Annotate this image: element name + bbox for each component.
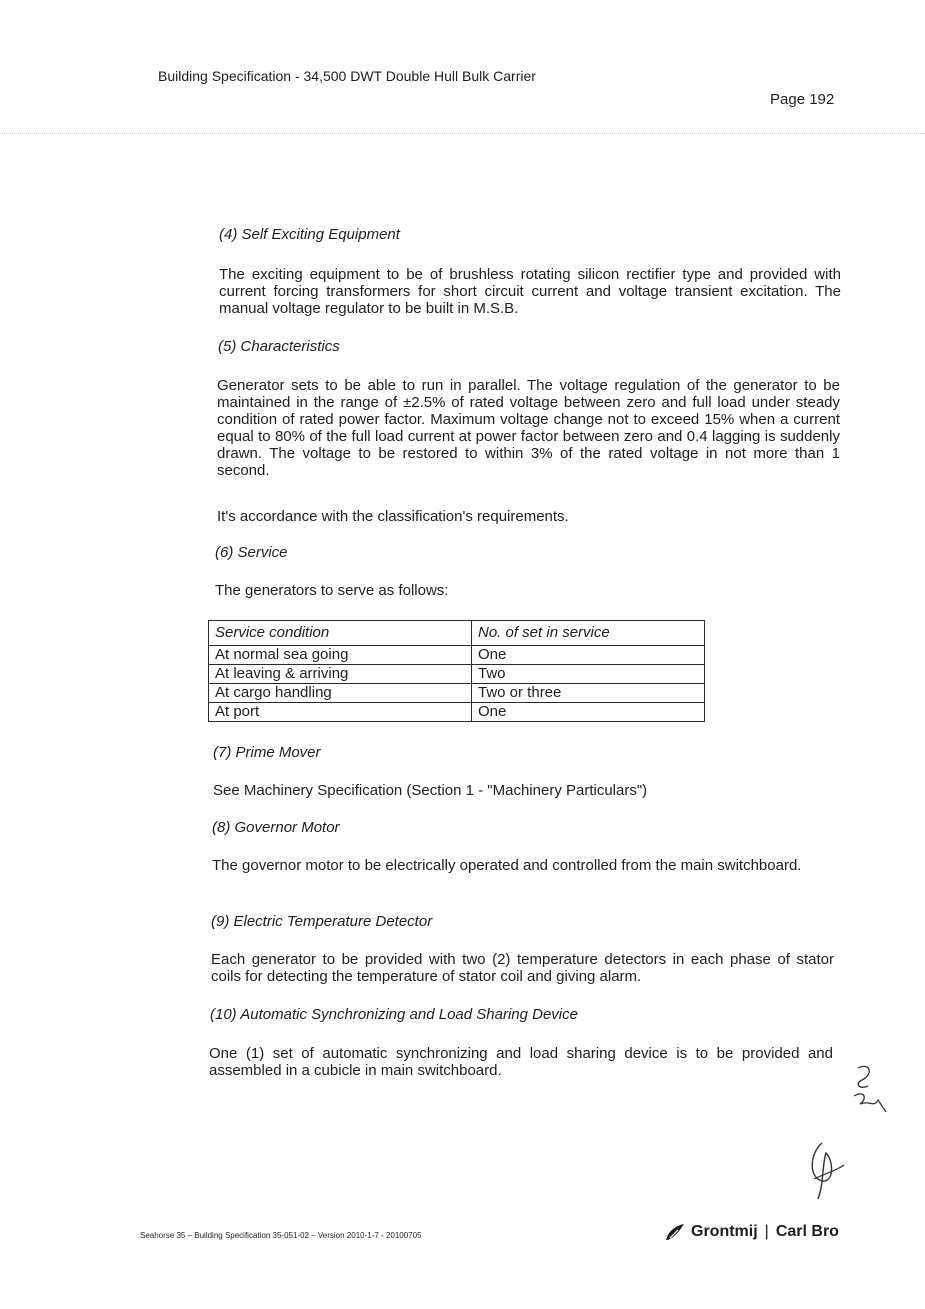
section-4-heading: (4) Self Exciting Equipment (219, 226, 400, 243)
table-cell: One (472, 646, 705, 665)
table-cell: At port (209, 703, 472, 722)
header-divider (0, 133, 925, 134)
section-5-note: It's accordance with the classification's requirements. (217, 508, 569, 525)
handwritten-initials (830, 1060, 900, 1130)
section-9-heading: (9) Electric Temperature Detector (211, 913, 433, 930)
company-logo (664, 1222, 839, 1242)
table-row (209, 665, 705, 684)
page-number: Page 192 (770, 91, 835, 108)
section-7-heading: (7) Prime Mover (213, 744, 321, 761)
table-header-cell: Service condition (209, 621, 472, 646)
section-8-heading: (8) Governor Motor (212, 819, 340, 836)
section-5-paragraph: Generator sets to be able to run in parallel. The voltage regulation of the generator to be maintained in the range of ±2.5% of rated voltage between zero and full load under steady condition of rated power factor. Maximum voltage change not to exceed 15% when a current equal to 80% of the full load current at power factor between zero and 0.4 lagging is suddenly drawn. The voltage to be restored to within 3% of the rated voltage in not more than 1 second. (217, 377, 840, 479)
document-title: Building Specification - 34,500 DWT Double Hull Bulk Carrier (158, 68, 536, 84)
handwritten-signature (800, 1135, 860, 1205)
section-5-text (217, 377, 840, 479)
section-6-heading: (6) Service (215, 544, 288, 561)
grontmij-leaf-icon (664, 1222, 686, 1242)
table-header-cell: No. of set in service (472, 621, 705, 646)
table-cell: At cargo handling (209, 684, 472, 703)
table-cell: Two (472, 665, 705, 684)
logo-separator: | (764, 1223, 769, 1240)
table-cell: At leaving & arriving (209, 665, 472, 684)
footer-document-reference: Seahorse 35 – Building Specification 35-051-02 – Version 2010-1-7 - 20100705 (140, 1231, 422, 1240)
table-cell: At normal sea going (209, 646, 472, 665)
section-7-text: See Machinery Specification (Section 1 - "Machinery Particulars") (213, 782, 648, 799)
section-9-text: Each generator to be provided with two (2) temperature detectors in each phase of stator coils for detecting the temperature of stator coil and giving alarm. (211, 951, 834, 985)
section-4-paragraph: The exciting equipment to be of brushless rotating silicon rectifier type and provided with current forcing transformers for short circuit current and voltage transient excitation. The manual voltage regulator to be built in M.S.B. (219, 266, 841, 317)
table-row (209, 646, 705, 665)
section-4-text (219, 266, 841, 317)
section-5-heading: (5) Characteristics (218, 338, 340, 355)
section-10-text: One (1) set of automatic synchronizing and load sharing device is to be provided and assembled in a cubicle in main switchboard. (209, 1045, 833, 1079)
table-cell: One (472, 703, 705, 722)
table-row (209, 703, 705, 722)
logo-grontmij-text: Grontmij (691, 1223, 758, 1240)
logo-carlbro-text: Carl Bro (775, 1223, 839, 1240)
section-10-heading: (10) Automatic Synchronizing and Load Sharing Device (210, 1006, 578, 1023)
section-8-text: The governor motor to be electrically operated and controlled from the main switchboard. (212, 857, 802, 874)
section-6-intro: The generators to serve as follows: (215, 582, 449, 599)
table-row (209, 684, 705, 703)
table-cell: Two or three (472, 684, 705, 703)
service-table (208, 620, 705, 722)
table-header-row (209, 621, 705, 646)
